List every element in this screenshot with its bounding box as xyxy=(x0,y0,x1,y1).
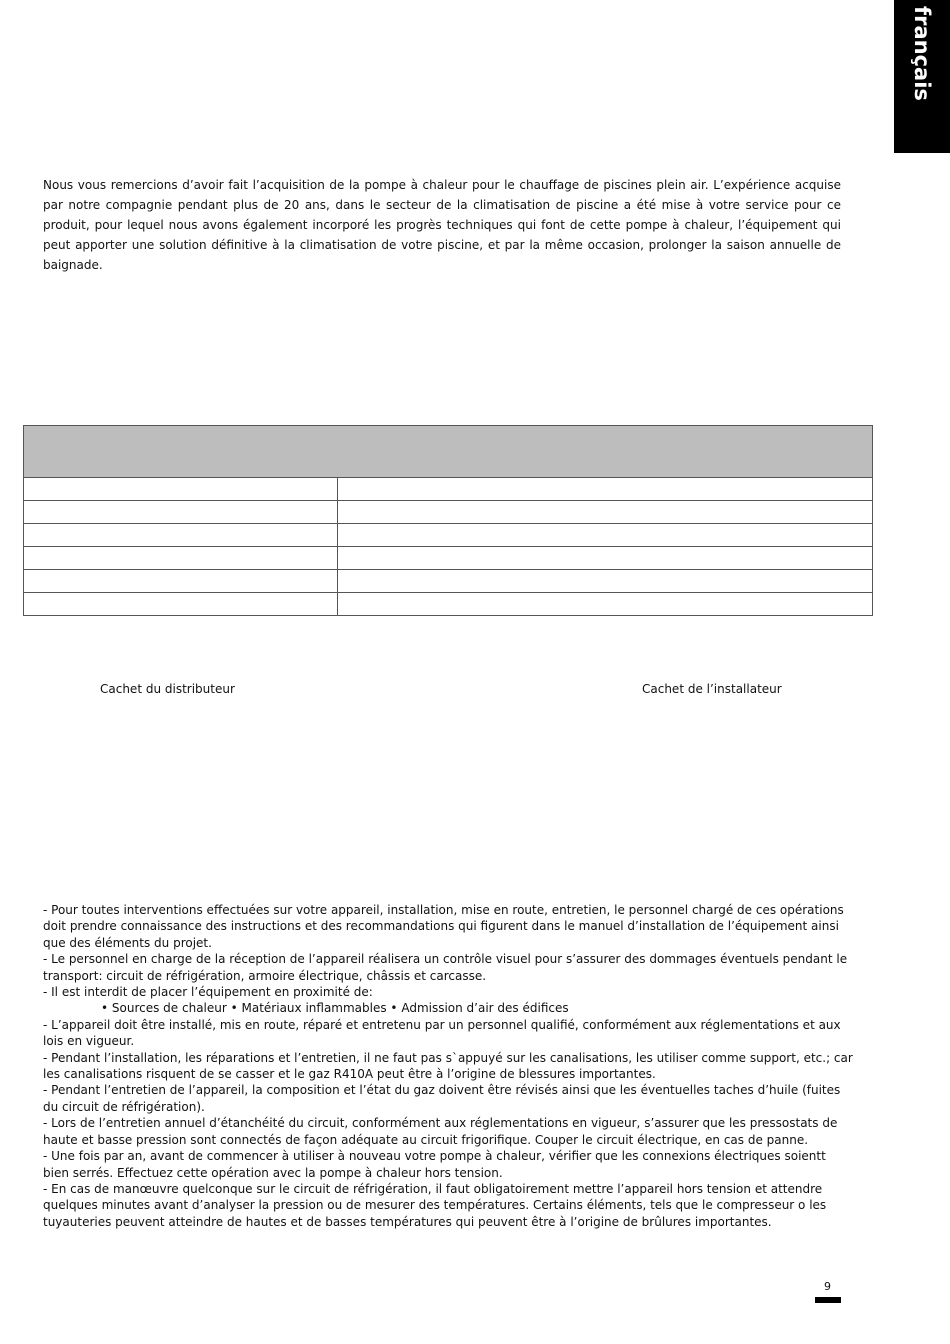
table-row xyxy=(24,478,873,501)
table-cell-value xyxy=(338,478,873,501)
note-item: - Pour toutes interventions effectuées sur votre appareil, installation, mise en route, entretien, le personnel chargé de ces opérations doit prendre connaissance des instructions et des recommandations qui figurent dans le manuel d’installation de l’équipement ainsi que des éléments du projet. xyxy=(43,903,844,950)
table-row xyxy=(24,593,873,616)
note-item: - Il est interdit de placer l’équipement en proximité de: xyxy=(43,985,373,1000)
table-cell-label xyxy=(24,524,338,547)
note-item: - Une fois par an, avant de commencer à utiliser à nouveau votre pompe à chaleur, vérifier que les connexions électriques soientt bien serrés. Effectuez cette opération avec la pompe à chaleur hors tension. xyxy=(43,1149,826,1180)
table-cell-value xyxy=(338,524,873,547)
safety-notes xyxy=(43,902,855,1230)
page-number-bar xyxy=(815,1297,841,1303)
table-row xyxy=(24,524,873,547)
note-item: - L’appareil doit être installé, mis en route, réparé et entretenu par un personnel qualifié, conformément aux réglementations et aux lois en vigueur. xyxy=(43,1017,841,1049)
registration-table xyxy=(23,425,873,616)
table-cell-label xyxy=(24,501,338,524)
note-item: - Le personnel en charge de la réception de l’appareil réalisera un contrôle visuel pour s’assurer des dommages éventuels pendant le transport: circuit de réfrigération, armoire électrique, châssis et carcasse. xyxy=(43,952,848,983)
intro-paragraph: Nous vous remercions d’avoir fait l’acquisition de la pompe à chaleur pour le chauffage de piscines plein air. L’expérience acquise par notre compagnie pendant plus de 20 ans, dans le secteur de la climatisation de piscine a été mise à votre service pour ce produit, pour lequel nous avons également incorporé les progrès techniques qui font de cette pompe à chaleur, l’équipement qui peut apporter une solution définitive à la climatisation de votre piscine, et par la même occasion, prolonger la saison annuelle de baignade. xyxy=(43,178,841,272)
table-cell-label xyxy=(24,570,338,593)
table-cell-value xyxy=(338,570,873,593)
table-cell-label xyxy=(24,547,338,570)
registration-table-header xyxy=(24,426,873,478)
table-row xyxy=(24,570,873,593)
note-item: - En cas de manœuvre quelconque sur le circuit de réfrigération, il faut obligatoirement mettre l’appareil hors tension et attendre quelques minutes avant d’analyser la pression ou de mesurer des températures. Certains éléments, tels que le compresseur o les tuyauteries peuvent atteindre de hautes et de basses températures qui peuvent être à l’origine de brûlures importantes. xyxy=(43,1181,827,1229)
note-item: - Pendant l’installation, les réparations et l’entretien, il ne faut pas s`appuyé sur les canalisations, les utiliser comme support, etc.; car les canalisations risquent de se casser et le gaz R410A peut être à l’origine de blessures importantes. xyxy=(43,1050,853,1082)
table-row xyxy=(24,547,873,570)
installer-stamp-label: Cachet de l’installateur xyxy=(642,682,782,696)
table-cell-value xyxy=(338,593,873,616)
note-item: - Lors de l’entretien annuel d’étanchéité du circuit, conformément aux réglementations en vigueur, s’assurer que les pressostats de haute et basse pression sont connectés de façon adéquate au circuit frigorifique. Couper le circuit électrique, en cas de panne. xyxy=(43,1116,838,1147)
distributor-stamp-label: Cachet du distributeur xyxy=(100,682,235,696)
table-cell-value xyxy=(338,547,873,570)
language-tab-label: français xyxy=(910,6,934,101)
note-item: - Pendant l’entretien de l’appareil, la composition et l’état du gaz doivent être révisés ainsi que les éventuelles taches d’huile (fuites du circuit de réfrigération). xyxy=(43,1083,841,1114)
note-bullet-list: • Sources de chaleur • Matériaux inflammables • Admission d’air des édifices xyxy=(101,1001,569,1016)
page-number: 9 xyxy=(824,1280,831,1293)
language-tab xyxy=(894,0,950,153)
table-cell-label xyxy=(24,478,338,501)
table-cell-value xyxy=(338,501,873,524)
table-row xyxy=(24,501,873,524)
table-cell-label xyxy=(24,593,338,616)
